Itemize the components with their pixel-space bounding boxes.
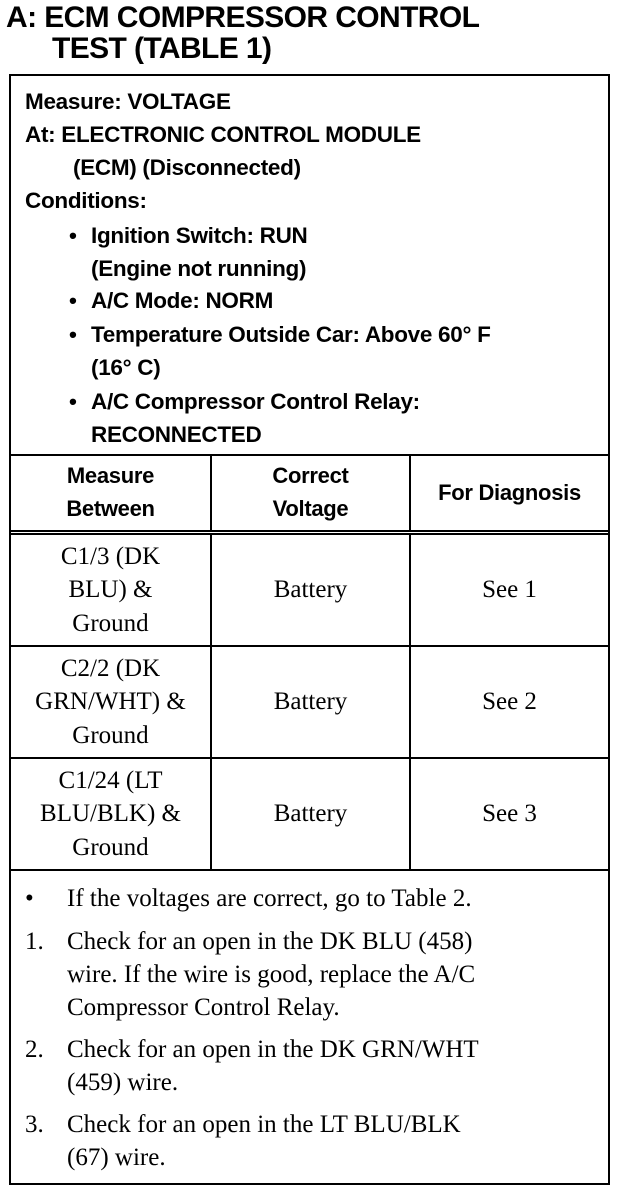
header-for-diagnosis: For Diagnosis <box>438 479 581 505</box>
cell-diagnosis: See 3 <box>482 800 537 828</box>
at-text-line-1: At: ELECTRONIC CONTROL MODULE <box>25 122 421 147</box>
condition-relay: • A/C Compressor Control Relay: <box>91 385 420 419</box>
header-correct-voltage: Correct Voltage <box>212 454 411 530</box>
note-marker: 2. <box>25 1036 44 1063</box>
conditions-section <box>11 76 608 456</box>
cell-measure-between: C2/2 (DK GRN/WHT) & Ground <box>11 647 212 757</box>
measurement-table <box>11 454 608 875</box>
table-row <box>11 647 608 759</box>
cell-measure-between: C1/24 (LT BLU/BLK) & Ground <box>11 759 212 869</box>
conditions-label: Conditions: <box>25 188 147 213</box>
note-marker: 1. <box>25 928 44 955</box>
test-table-frame: Measure: VOLTAGE At: ELECTRONIC CONTROL MODULE (ECM) (Disconnected) Conditions: • Ignition Switch: RUN (Engine not running) • A/C Mode: NORM • Temperature Outside Car: Above 60° F (16° C) • A/C Compressor Control Relay: RECONNECTED Measure Between Correct Voltage For Diagnosis C1/3 (DK BLU) & Ground Battery See 1 C2/2 (DK GRN/WHT) & Ground Battery See 2 C1/24 (LT BLU/BLK) & Ground Battery See 3 • If the voltages are correct, go to Table 2. 1. Check for an open in the DK BLU (458) wire. If the wire is good, replace the A/C Compressor Control Relay. 2. Check for an open in the DK GRN/WHT (459) wire. 3. Check for an open in the LT BLU/BLK (67) wire. <box>9 74 610 1185</box>
note-marker: 3. <box>25 1111 44 1138</box>
condition-ignition: • Ignition Switch: RUN <box>91 219 307 253</box>
cell-measure-between: C1/3 (DK BLU) & Ground <box>11 535 212 645</box>
note-marker: • <box>25 885 34 912</box>
header-measure-between: Measure Between <box>11 454 212 530</box>
cell-correct-voltage: Battery <box>212 535 411 645</box>
condition-temperature: • Temperature Outside Car: Above 60° F <box>91 318 491 352</box>
table-row <box>11 535 608 647</box>
condition-temperature-celsius: (16° C) <box>91 355 161 380</box>
page-title <box>6 2 479 64</box>
title-line-1: A: ECM COMPRESSOR CONTROL <box>6 1 480 34</box>
condition-ac-mode: • A/C Mode: NORM <box>91 284 273 318</box>
condition-relay-state: RECONNECTED <box>91 422 262 447</box>
cell-correct-voltage: Battery <box>212 647 411 757</box>
table-row <box>11 759 608 871</box>
measure-text: Measure: VOLTAGE <box>25 89 231 114</box>
at-text-line-2: (ECM) (Disconnected) <box>73 155 301 180</box>
title-line-2: TEST (TABLE 1) <box>52 32 272 65</box>
condition-ignition-note: (Engine not running) <box>91 256 307 281</box>
table-header <box>11 454 608 535</box>
cell-correct-voltage: Battery <box>212 759 411 869</box>
cell-diagnosis: See 1 <box>482 576 537 604</box>
cell-diagnosis: See 2 <box>482 688 537 716</box>
